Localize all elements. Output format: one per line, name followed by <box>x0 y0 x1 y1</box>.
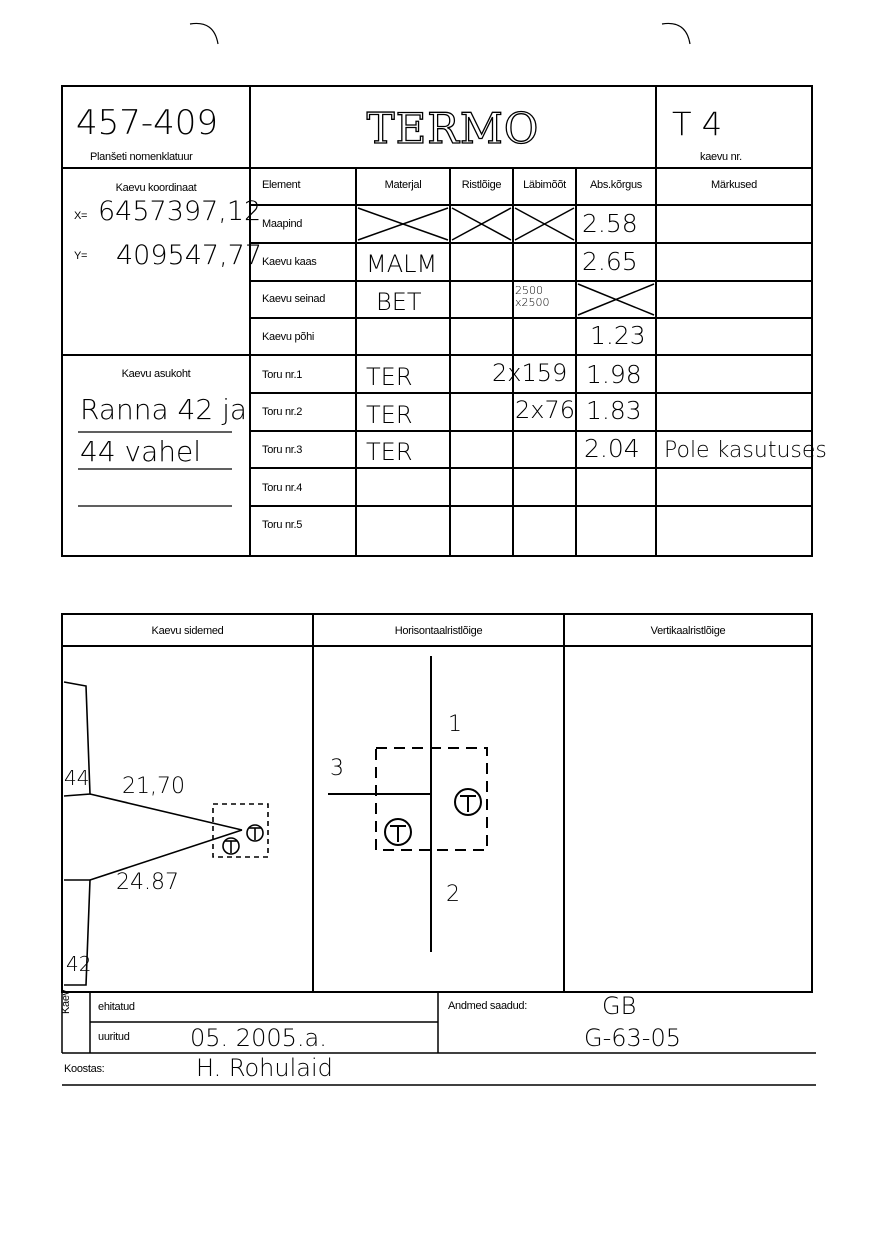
punch-mark-left <box>190 23 218 44</box>
row-label: Toru nr.1 <box>262 369 303 381</box>
data-source-label: Andmed saadud: <box>448 1000 527 1012</box>
header-elevation: Abs.kõrgus <box>589 179 643 191</box>
location-line-2: 44 vahel <box>80 435 202 468</box>
cell-material: MALM <box>366 250 438 278</box>
y-coordinate-value: 409547,77 <box>116 240 263 271</box>
location-label: Kaevu asukoht <box>121 368 191 380</box>
pipe-label-2: 2 <box>446 882 460 907</box>
document-title: TERMO <box>366 104 540 153</box>
section-vertical-title: Vertikaalristlõige <box>650 625 726 637</box>
coordinates-label: Kaevu koordinaat <box>115 182 197 194</box>
cell-diameter: 2500 x2500 <box>515 284 550 309</box>
section-connections-title: Kaevu sidemed <box>151 625 224 637</box>
surveyed-label: uuritud <box>98 1031 130 1043</box>
section-horizontal-title: Horisontaalristlõige <box>394 625 483 637</box>
header-diameter: Läbimõõt <box>523 179 566 191</box>
cell-material: TER <box>366 363 413 391</box>
surveyed-value: 05. 2005.a. <box>190 1024 327 1052</box>
row-label: Kaevu põhi <box>262 331 315 343</box>
well-number-value: T 4 <box>672 105 723 143</box>
compiled-value: H. Rohulaid <box>196 1054 333 1082</box>
nomenclature-label: Planšeti nomenklatuur <box>90 151 193 163</box>
cell-elevation: 2.58 <box>582 209 638 238</box>
row-label: Toru nr.5 <box>262 519 303 531</box>
header-material: Materjal <box>384 179 422 191</box>
header-notes: Märkused <box>711 179 757 191</box>
row-label: Kaevu seinad <box>262 293 326 305</box>
cell-elevation: 2.04 <box>584 434 640 463</box>
pipe-label-1: 1 <box>448 712 462 737</box>
cell-elevation: 2.65 <box>582 247 638 276</box>
row-label: Toru nr.4 <box>262 482 303 494</box>
sketch-horizontal <box>328 656 487 952</box>
header-element: Element <box>262 179 301 191</box>
lower-form-grid <box>62 614 812 992</box>
data-source-value-1: GB <box>602 992 637 1020</box>
row-label: Kaevu kaas <box>262 256 317 268</box>
distance-bottom: 24.87 <box>116 870 179 895</box>
cell-material: TER <box>366 438 413 466</box>
sketch-connections <box>64 682 268 985</box>
y-prefix: Y= <box>74 250 88 262</box>
house-number-top: 44 <box>64 766 90 790</box>
pipe-label-3: 3 <box>330 756 344 781</box>
cell-material: TER <box>366 401 413 429</box>
house-number-bottom: 42 <box>66 952 92 976</box>
distance-top: 21,70 <box>122 774 185 799</box>
well-number-label: kaevu nr. <box>700 151 742 163</box>
row-label: Toru nr.2 <box>262 406 303 418</box>
cell-diameter: 2x76 <box>515 396 576 424</box>
row-label: Toru nr.3 <box>262 444 303 456</box>
built-label: ehitatud <box>98 1001 135 1013</box>
location-line-1: Ranna 42 ja <box>80 393 248 426</box>
header-cross-section: Ristlõige <box>461 179 502 191</box>
cell-elevation: 1.98 <box>586 360 642 389</box>
cell-material: BET <box>376 288 422 316</box>
footer-side-label: Kaev <box>60 990 72 1014</box>
x-coordinate-value: 6457397,12 <box>98 196 262 227</box>
cell-elevation: 1.83 <box>586 396 642 425</box>
cell-elevation: 1.23 <box>590 321 646 350</box>
punch-mark-right <box>662 23 690 44</box>
cell-notes: Pole kasutuses <box>664 438 827 463</box>
nomenclature-value: 457-409 <box>76 103 219 143</box>
footer-grid <box>62 992 816 1085</box>
cell-diameter: 2x159 <box>492 359 568 387</box>
compiled-label: Koostas: <box>64 1063 105 1075</box>
x-prefix: X= <box>74 210 88 222</box>
row-label: Maapind <box>262 218 303 230</box>
data-source-value-2: G-63-05 <box>584 1024 681 1052</box>
